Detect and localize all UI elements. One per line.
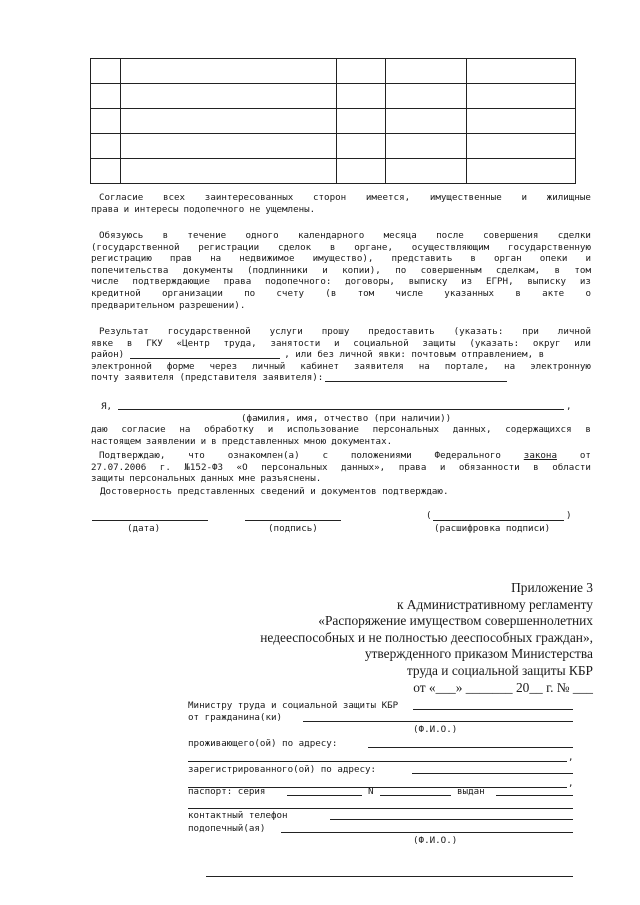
table-row: [91, 109, 576, 134]
registered-address-input-line[interactable]: [412, 773, 573, 774]
appendix-header: [260, 580, 593, 696]
word: использование: [286, 424, 359, 435]
word: электронной: [91, 360, 152, 372]
word: числе: [395, 287, 424, 299]
word: сделок: [277, 241, 312, 253]
word: в: [515, 287, 521, 299]
word: всех: [162, 192, 186, 203]
word: недвижимое: [239, 253, 295, 265]
word: не: [249, 203, 261, 215]
word: Результат: [99, 326, 149, 337]
word: государственной: [167, 326, 251, 337]
word: разрешении).: [178, 299, 246, 311]
word: счету: [276, 287, 305, 299]
table-cell: [91, 59, 121, 84]
word: на: [210, 253, 222, 265]
obligation-line: [91, 265, 591, 277]
word: от: [579, 450, 591, 461]
signature-decode-caption: (расшифровка подписи): [434, 523, 551, 534]
residing-address-input-line-2[interactable]: [188, 761, 567, 762]
residing-address-input-line[interactable]: [368, 747, 573, 748]
word: и: [200, 435, 207, 447]
word: личной: [557, 326, 591, 337]
result-line-5-text: почту заявителя (представителя заявителя):: [91, 372, 324, 384]
signature-caption: (подпись): [268, 523, 318, 534]
word: в: [585, 424, 591, 435]
property-table: [90, 58, 576, 184]
result-paragraph: [91, 326, 591, 384]
word: организации: [162, 287, 223, 299]
word: и: [521, 192, 527, 203]
word: в: [211, 435, 217, 447]
word: подопечного:: [265, 276, 332, 288]
word: при: [522, 326, 539, 337]
consent-line-1: [91, 192, 591, 204]
word: защиты: [91, 473, 125, 485]
citizen-fio-caption: (Ф.И.О.): [413, 724, 458, 735]
table-cell: [337, 159, 386, 184]
table-cell: [121, 134, 337, 159]
ward-name-input-line[interactable]: [281, 832, 573, 833]
table-cell: [121, 109, 337, 134]
addressee: Министру труда и социальной защиты КБР: [188, 700, 399, 711]
word: ЕГРН,: [485, 276, 514, 288]
word: г.: [159, 461, 171, 473]
result-line-5: [91, 372, 591, 384]
word: из: [579, 276, 591, 288]
table-cell: [467, 84, 576, 109]
registered-comma: ,: [568, 778, 574, 789]
obligation-line: [91, 288, 591, 300]
registered-label: зарегистрированного(ой) по адресу:: [188, 764, 377, 775]
passport-series-label: паспорт: серия: [188, 786, 266, 797]
word: округ: [532, 337, 561, 349]
ward-label: подопечный(ая): [188, 823, 266, 834]
word: прошу: [321, 326, 350, 337]
word: орган: [494, 253, 522, 265]
law-link[interactable]: закона: [523, 450, 557, 461]
acknowledge-line-2: [91, 462, 591, 474]
word: месяца: [383, 230, 417, 241]
word: Подтверждаю,: [99, 450, 166, 461]
table-cell: [91, 159, 121, 184]
word: личный: [252, 360, 286, 372]
word: течение: [187, 230, 227, 241]
word: ущемлены.: [265, 203, 316, 215]
word: или: [574, 337, 591, 349]
table-row: [91, 134, 576, 159]
word: настоящем: [91, 435, 141, 447]
word: электронную: [530, 360, 591, 372]
personal-data-line-2: [91, 436, 591, 448]
word: акте: [542, 287, 565, 299]
word: данных: [200, 473, 234, 485]
word: заявителя: [353, 360, 404, 372]
table-cell: [386, 109, 467, 134]
appendix-line: утвержденного приказом Министерства: [364, 646, 593, 662]
word: услуги: [269, 326, 303, 337]
word: Федерального: [434, 450, 501, 461]
phone-label: контактный телефон: [188, 810, 288, 821]
full-name-caption: (фамилия, имя, отчество (при наличии)): [241, 413, 452, 424]
extra-input-line[interactable]: [206, 876, 573, 877]
word: в: [329, 241, 336, 253]
word: и: [585, 253, 591, 265]
word: права: [398, 461, 427, 473]
ya-comma: ,: [566, 401, 572, 412]
obligation-line: [91, 230, 591, 242]
word: и: [322, 264, 328, 276]
word: разъяснены.: [260, 473, 322, 485]
result-line-3-end: , или без личной явки: почтовым отправлением, в: [284, 349, 545, 361]
word: имущественные: [429, 192, 502, 203]
word: о: [585, 287, 591, 299]
word: 27.07.2006: [91, 461, 147, 473]
word: (в: [325, 287, 337, 299]
word: №152-ФЗ: [184, 461, 224, 473]
passport-number-input-line[interactable]: [380, 795, 451, 796]
table-cell: [121, 59, 337, 84]
passport-series-input-line[interactable]: [287, 795, 362, 796]
word: одного: [245, 230, 279, 241]
word: социальной: [353, 337, 409, 349]
appendix-line: к Административному регламенту: [396, 596, 593, 612]
decode-open-paren: (: [426, 510, 432, 521]
appendix-title: Приложение 3: [511, 580, 593, 595]
word: числе: [91, 276, 119, 288]
obligation-line: [91, 300, 591, 312]
word: регистрации: [198, 241, 260, 253]
word: том: [574, 264, 591, 276]
word: форме: [166, 360, 195, 372]
word: прав: [169, 253, 193, 265]
word: из: [461, 276, 473, 288]
date-caption: (дата): [127, 523, 161, 534]
word: с: [322, 450, 328, 461]
word: календарного: [297, 230, 365, 241]
obligation-paragraph: [91, 230, 591, 311]
word: области: [552, 461, 591, 473]
acknowledge-line-1: [91, 450, 591, 462]
result-line-2: [91, 338, 591, 350]
word: органе,: [354, 241, 393, 253]
district-input-line[interactable]: [130, 349, 280, 359]
word: занятости: [270, 337, 321, 349]
appendix-line: от «___» _______ 20__ г. № ___: [413, 679, 593, 695]
word: по: [395, 264, 407, 276]
word: персональных: [372, 424, 440, 435]
personal-data-paragraph: [91, 424, 591, 447]
word: после: [436, 230, 464, 241]
table-cell: [91, 109, 121, 134]
word: том: [357, 287, 375, 299]
word: в: [554, 264, 561, 276]
word: в: [126, 337, 133, 349]
decode-close-paren: ): [566, 510, 572, 521]
word: имущество),: [312, 253, 374, 265]
ya-label: Я,: [101, 401, 113, 412]
table-cell: [337, 109, 386, 134]
table-cell: [91, 84, 121, 109]
word: на: [418, 360, 430, 372]
word: представленных: [221, 435, 300, 447]
word: труда,: [223, 337, 257, 349]
obligation-line: [91, 276, 591, 288]
phone-input-line[interactable]: [330, 819, 573, 820]
word: указанных: [444, 287, 495, 299]
table-row: [91, 84, 576, 109]
word: предварительном: [91, 299, 174, 311]
result-line-3: [91, 349, 591, 361]
word: «О: [236, 461, 248, 473]
word: обязанности: [458, 461, 520, 473]
word: положениями: [350, 450, 412, 461]
word: через: [209, 360, 238, 372]
result-line-1: [91, 326, 591, 338]
appendix-line: труда и социальной защиты КБР: [406, 662, 593, 678]
citizen-name-input-line[interactable]: [303, 721, 573, 722]
passport-issued-input-line[interactable]: [496, 795, 573, 796]
word: документах.: [331, 435, 393, 447]
word: выписку: [408, 276, 448, 288]
from-citizen-label: от гражданина(ки): [188, 712, 283, 723]
word: данных,: [452, 424, 492, 435]
word: что: [188, 450, 205, 461]
word: (государственной: [91, 241, 180, 253]
table-row: [91, 159, 576, 184]
word: интересы: [134, 203, 179, 215]
signature-decode-input-line[interactable]: [433, 520, 564, 521]
consent-paragraph: [91, 192, 591, 215]
reliability-statement: Достоверность представленных сведений и документов подтверждаю.: [100, 486, 449, 497]
word: явке: [91, 337, 114, 349]
word: опеки: [539, 253, 568, 265]
table-cell: [467, 134, 576, 159]
word: заявлении: [145, 435, 196, 447]
word: персональных: [261, 461, 328, 473]
word: выписку: [527, 276, 567, 288]
word: представить: [391, 253, 453, 265]
word: кабинет: [300, 360, 340, 372]
word: на: [504, 360, 516, 372]
date-input-line[interactable]: [92, 520, 208, 521]
word: в: [470, 253, 476, 265]
word: «Центр: [176, 337, 210, 349]
result-line-4: [91, 361, 591, 373]
word: ознакомлен(а): [227, 450, 300, 461]
ward-fio-caption: (Ф.И.О.): [413, 835, 458, 846]
word: попечительства: [91, 264, 169, 276]
table-cell: [337, 84, 386, 109]
word: (подлинники: [246, 264, 308, 276]
word: копии),: [342, 264, 381, 276]
table-cell: [386, 159, 467, 184]
word: по: [244, 287, 256, 299]
word: содержащихся: [505, 424, 572, 435]
word: данных»,: [340, 461, 386, 473]
word: документы: [182, 264, 233, 276]
table-cell: [91, 134, 121, 159]
obligation-line: [91, 253, 591, 265]
word: совершения: [483, 230, 539, 241]
word: договоры,: [345, 276, 395, 288]
word: ГКУ: [146, 337, 163, 349]
table-cell: [386, 59, 467, 84]
table-cell: [467, 159, 576, 184]
appendix-line: «Распоряжение имуществом совершеннолетних: [318, 613, 593, 629]
word: и: [123, 203, 130, 215]
word: подтверждающие: [132, 276, 210, 288]
passport-issued-label: выдан: [457, 786, 485, 797]
table-cell: [337, 59, 386, 84]
result-line-3-start: район): [91, 349, 125, 361]
word: регистрацию: [91, 253, 152, 265]
word: сторон: [312, 192, 347, 203]
word: и: [439, 461, 446, 473]
word: права: [91, 203, 119, 215]
word: жилищные: [546, 192, 591, 203]
word: Согласие: [99, 192, 144, 203]
acknowledge-paragraph: [91, 450, 591, 485]
table-cell: [386, 84, 467, 109]
word: мною: [304, 435, 327, 447]
email-input-line[interactable]: [325, 372, 507, 382]
appendix-line: недееспособных и не полностью дееспособных граждан»,: [260, 629, 593, 645]
word: и: [334, 337, 340, 349]
word: совершенным: [420, 264, 482, 276]
word: подопечного: [183, 203, 245, 215]
full-name-input-line[interactable]: [118, 409, 564, 410]
word: предоставить: [368, 326, 435, 337]
word: имеется,: [365, 192, 411, 203]
word: на: [179, 424, 191, 435]
table-cell: [337, 134, 386, 159]
consent-line-2: [91, 204, 591, 216]
word: обработку: [204, 424, 254, 435]
word: сделкам,: [495, 264, 541, 276]
table-cell: [467, 59, 576, 84]
word: и: [267, 424, 274, 435]
word: согласие: [121, 424, 166, 435]
word: (указать:: [453, 326, 504, 337]
word: сделки: [557, 230, 591, 241]
signature-input-line[interactable]: [245, 520, 341, 521]
word: мне: [238, 473, 256, 485]
passport-issued-input-line-2[interactable]: [188, 808, 573, 809]
residing-label: проживающего(ой) по адресу:: [188, 738, 338, 749]
word: права: [223, 276, 252, 288]
word: Обязуюсь: [99, 230, 144, 241]
table-cell: [467, 109, 576, 134]
word: осуществляющим: [411, 241, 490, 253]
residing-comma: ,: [568, 752, 574, 763]
word: в: [533, 461, 539, 473]
word: кредитной: [91, 287, 141, 299]
personal-data-line-1: [91, 424, 591, 436]
table-cell: [121, 159, 337, 184]
word: (указать:: [469, 337, 520, 349]
addressee-input-line[interactable]: [413, 709, 573, 710]
word: портале,: [444, 360, 490, 372]
word: заинтересованных: [204, 192, 294, 203]
acknowledge-line-3: [91, 473, 591, 485]
word: даю: [91, 424, 108, 435]
obligation-line: [91, 242, 591, 254]
table-row: [91, 59, 576, 84]
word: в: [162, 230, 169, 241]
word: государственную: [508, 241, 591, 253]
word: персональных: [129, 473, 196, 485]
word: защиты: [422, 337, 456, 349]
table-cell: [121, 84, 337, 109]
passport-number-label: N: [368, 786, 374, 797]
table-cell: [386, 134, 467, 159]
